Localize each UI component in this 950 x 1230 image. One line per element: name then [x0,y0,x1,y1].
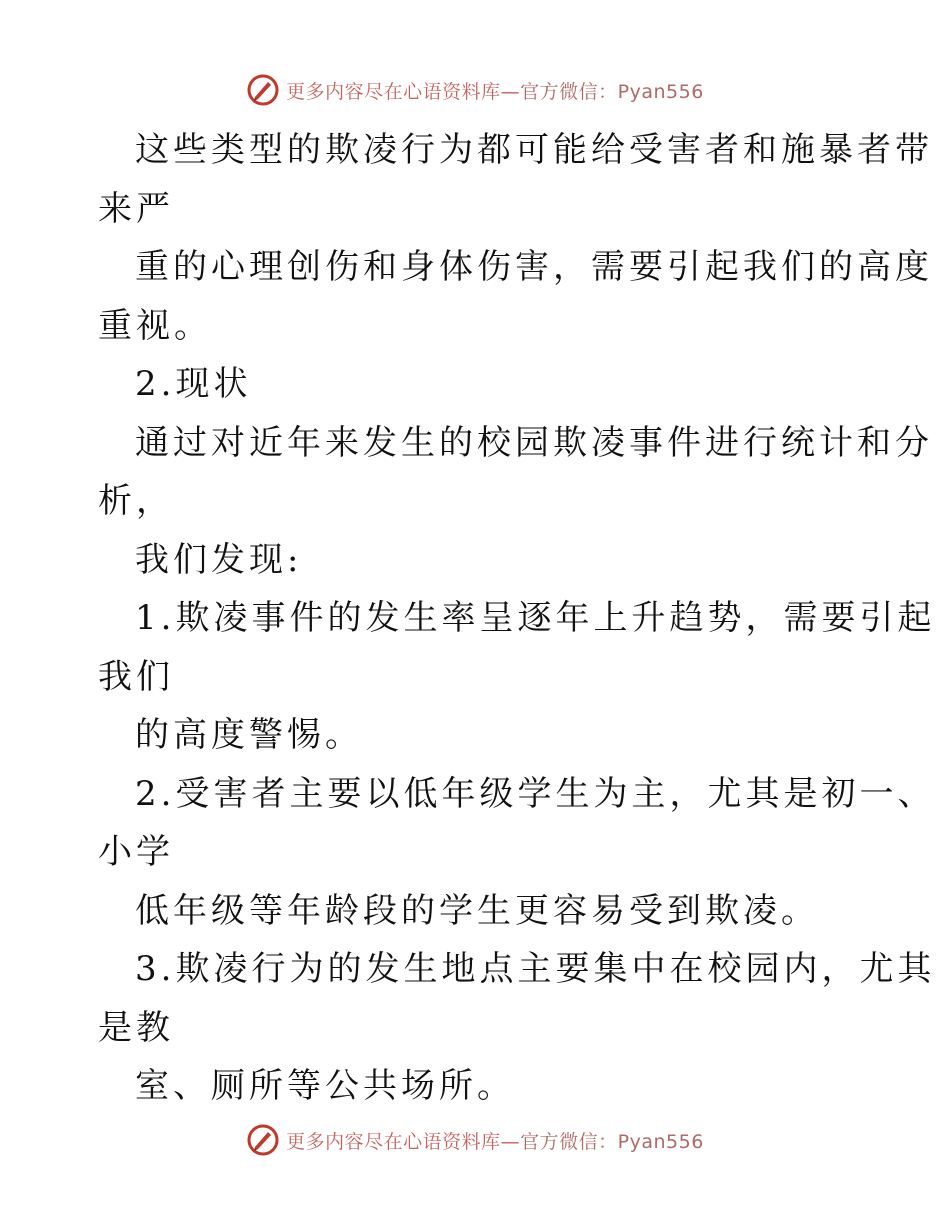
text-line: 的高度警惕。 [135,715,363,755]
text-line: 重的心理创伤和身体伤害，需要引起我们的高度 [135,247,933,287]
text-line: 小学 [98,832,174,872]
footer-banner [0,1122,950,1158]
text-line: 2.现状 [135,364,252,404]
text-line: 通过对近年来发生的校园欺凌事件进行统计和分 [135,422,933,463]
text-line: 室、厕所等公共场所。 [135,1066,515,1106]
header-banner [0,72,950,108]
text-line: 这些类型的欺凌行为都可能给受害者和施暴者带 [135,130,933,170]
text-line: 2.受害者主要以低年级学生为主，尤其是初一、 [135,773,936,814]
text-line: 我们 [98,656,174,697]
text-line: 3.欺凌行为的发生地点主要集中在校园内，尤其 [135,949,936,989]
text-line: 是教 [98,1007,174,1048]
banner-text: 更多内容尽在心语资料库—官方微信：Pyan556 [286,80,704,103]
text-line: 重视。 [98,305,212,346]
text-line: 来严 [98,188,174,229]
banner-text: 更多内容尽在心语资料库—官方微信：Pyan556 [286,1130,704,1153]
text-line: 我们发现: [135,539,303,580]
text-line: 低年级等年龄段的学生更容易受到欺凌。 [135,890,819,931]
text-line: 1.欺凌事件的发生率呈逐年上升趋势，需要引起 [135,598,936,638]
pen-circle-logo-icon [246,1123,280,1157]
pen-circle-logo-icon [246,73,280,107]
text-line: 析， [98,481,174,521]
